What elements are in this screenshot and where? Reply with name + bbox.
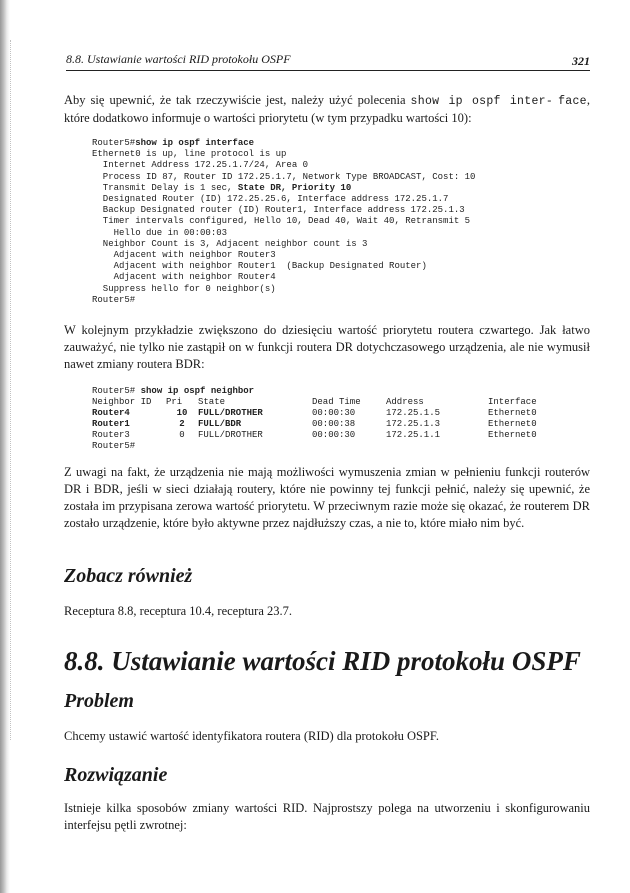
code-prompt-line: Router5# show ip ospf neighbor xyxy=(92,386,255,396)
code-line: Internet Address 172.25.1.7/24, Area 0 xyxy=(92,160,309,171)
code-line: Neighbor Count is 3, Adjacent neighbor count is 3 xyxy=(92,238,368,249)
paragraph-explanation: Z uwagi na fakt, że urządzenia nie mają możliwości wymuszenia zmian w pełnieniu funkcji routerów DR i BDR, jeśli w sieci działają routery, które nie powinny tej funkcji pełnić, należy się upewnić, że została im przypisana zerowa wartość priorytetu. W przeciwnym razie może się okazać, że routerem DR zostało urządzenie, które było aktywne przez najdłuższy czas, a nie to, które miało nim być. xyxy=(64,465,590,530)
book-spine-shadow xyxy=(0,0,10,893)
code-line: Adjacent with neighbor Router1 (Backup Designated Router) xyxy=(92,261,427,272)
code-line: Process ID 87, Router ID 172.25.1.7, Network Type BROADCAST, Cost: 10 xyxy=(92,171,476,182)
page-header xyxy=(66,52,590,71)
code-line: Timer intervals configured, Hello 10, Dead 40, Wait 40, Retransmit 5 xyxy=(92,216,471,227)
inline-command-cont: face xyxy=(558,95,587,108)
page-number: 321 xyxy=(572,54,590,68)
paragraph-solution: Istnieje kilka sposobów zmiany wartości RID. Najprostszy polega na utworzeniu i skonfigurowaniu interfejsu pętli zwrotnej: xyxy=(64,801,590,832)
code-block-interface: Router5#show ip ospf interface Ethernet0 is up, line protocol is up Internet Address 172.25.1.7/24, Area 0 Process ID 87, Router ID 172.25.1.7, Network Type BROADCAST, Cost: 10 Transmit Delay is 1 sec, State DR, Priority 10 Designated Router (ID) 172.25.25.6, Interface address 172.25.1.7 Backup Designated router (ID) Router1, Interface address 172.25.1.3 Timer intervals configured, Hello 10, Dead 40, Wait 40, Retransmit 5 Hello due in 00:00:03 Neighbor Count is 3, Adjacent neighbor count is 3 Adjacent with neighbor Router3 Adjacent with neighbor Router1 (Backup Designated Router) Adjacent with neighbor Router4 Suppress hello for 0 neighbor(s) Router5# xyxy=(92,138,476,305)
code-line: Designated Router (ID) 172.25.25.6, Interface address 172.25.1.7 xyxy=(92,194,449,205)
chapter-title: 8.8. Ustawianie wartości RID protokołu OSPF xyxy=(64,646,581,676)
table-row: Router3 0 FULL/DROTHER 00:00:30 172.25.1.1 Ethernet0 xyxy=(92,430,537,440)
paragraph-priority: W kolejnym przykładzie zwiększono do dziesięciu wartość priorytetu routera czwartego. Jak łatwo zauważyć, nie tylko nie zastąpił on w funkcji routera DR dotychczasowego urządzenia, ale nie wymusił nawet zmiany routera BDR: xyxy=(64,323,590,371)
book-spine-edge xyxy=(10,40,15,740)
paragraph-problem: Chcemy ustawić wartość identyfikatora routera (RID) dla protokołu OSPF. xyxy=(64,729,439,743)
code-line: Adjacent with neighbor Router3 xyxy=(92,250,276,261)
code-line: Router5# xyxy=(92,294,136,305)
code-line: Suppress hello for 0 neighbor(s) xyxy=(92,283,276,294)
table-row: Router1 2 FULL/BDR 00:00:38 172.25.1.3 Ethernet0 xyxy=(92,419,537,429)
table-row: Router4 10 FULL/DROTHER 00:00:30 172.25.1.5 Ethernet0 xyxy=(92,408,537,418)
heading-problem: Problem xyxy=(64,690,134,712)
code-line: Backup Designated router (ID) Router1, Interface address 172.25.1.3 xyxy=(92,205,465,216)
inline-command: show ip ospf inter- xyxy=(410,95,554,108)
paragraph-intro: Aby się upewnić, że tak rzeczywiście jest, należy użyć polecenia show ip ospf inter- face, które dodatkowo informuje o wartości priorytetu (w tym przypadku wartości 10): xyxy=(64,93,591,125)
code-line: Ethernet0 is up, line protocol is up xyxy=(92,149,287,160)
code-line: Adjacent with neighbor Router4 xyxy=(92,272,276,283)
running-head: 8.8. Ustawianie wartości RID protokołu OSPF xyxy=(66,52,291,66)
paragraph-see-also: Receptura 8.8, receptura 10.4, receptura 23.7. xyxy=(64,604,293,618)
heading-solution: Rozwiązanie xyxy=(64,764,168,786)
code-line: Hello due in 00:00:03 xyxy=(92,227,228,238)
code-block-neighbor: Router5# show ip ospf neighbor Neighbor ID Pri State Dead Time Address Interface Router4 10 FULL/DROTHER 00:00:30 172.25.1.5 Ethernet0 Router1 2 FULL/BDR 00:00:38 172.25.1.3 Ethernet0 Router3 0 FULL/DROTHER 00:00:30 172.25.1.1 Ethernet0 Router5# xyxy=(92,386,537,451)
heading-see-also: Zobacz również xyxy=(64,565,193,587)
